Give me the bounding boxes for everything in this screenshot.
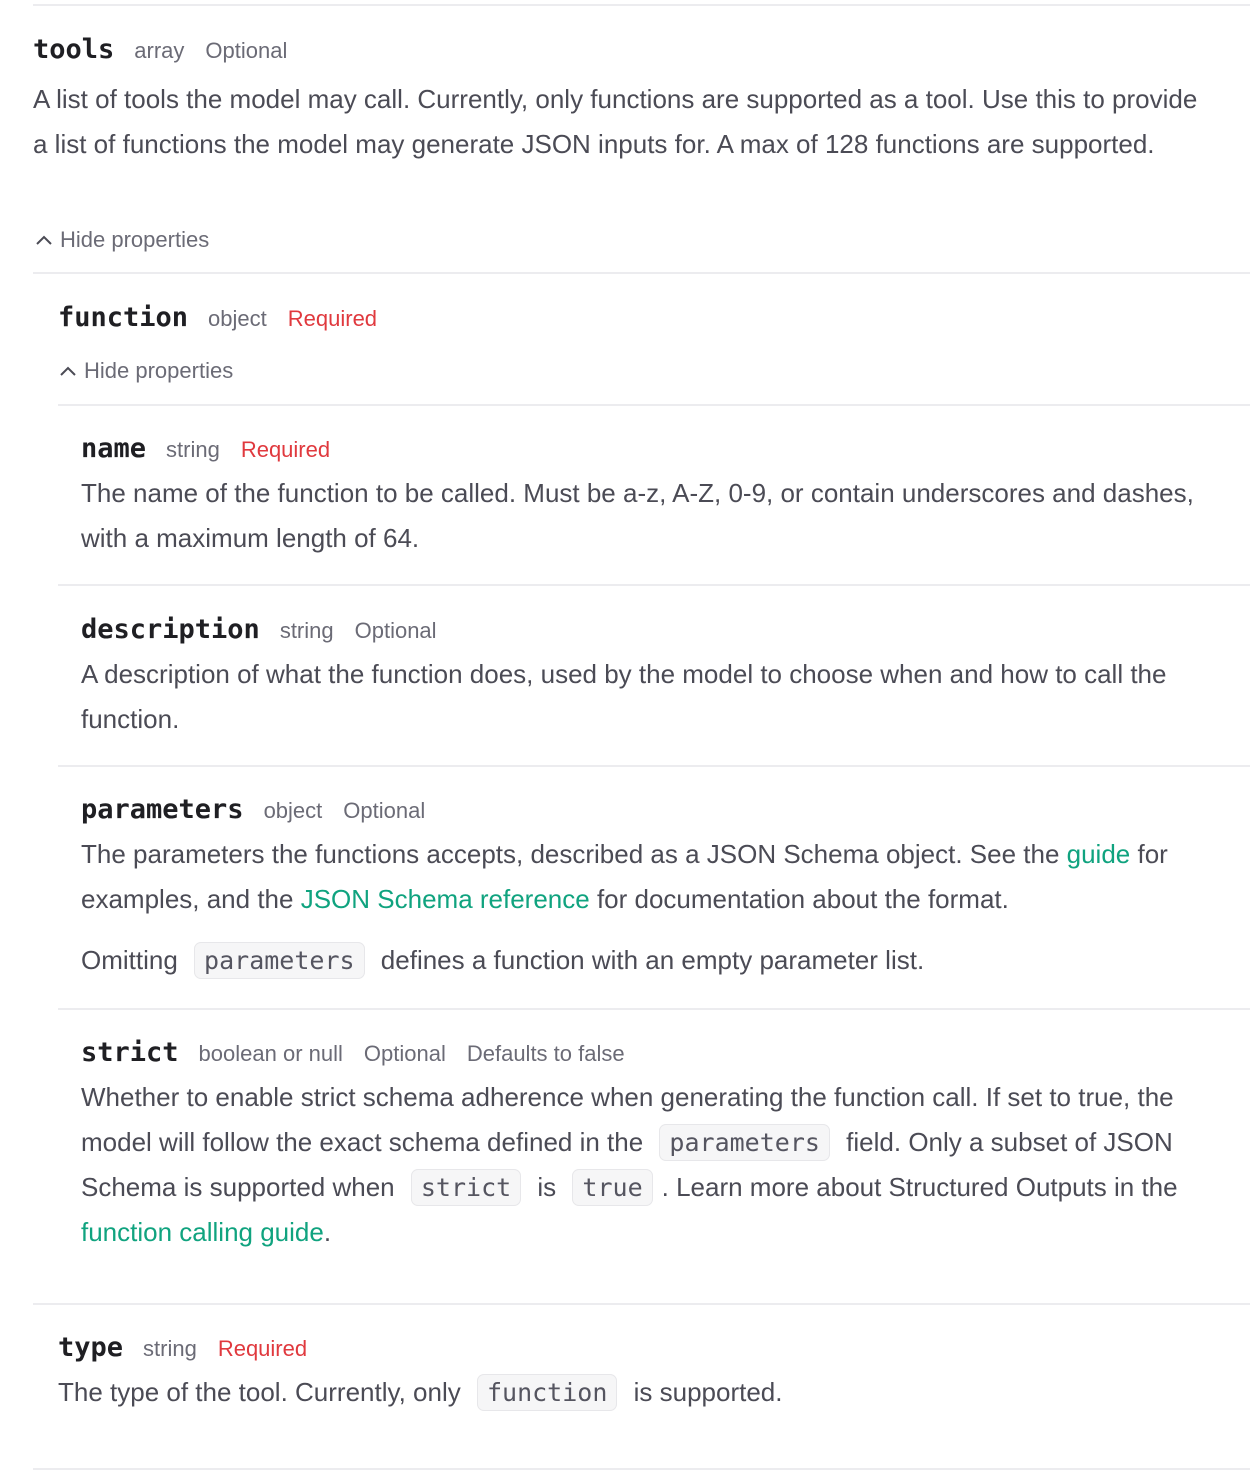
param-type: string: [166, 437, 220, 462]
param-name: type: [58, 1332, 124, 1363]
param-description: [81, 832, 1221, 922]
param-tools: [33, 34, 1213, 167]
divider: [58, 1008, 1250, 1010]
param-name: parameters: [81, 794, 244, 825]
param-description: A list of tools the model may call. Currently, only functions are supported as a tool. Use this to provide a list of functions the model may generate JSON inputs for. A max of 128 functions are supported.: [33, 84, 1198, 159]
param-note: [81, 938, 1221, 983]
chevron-up-icon: [59, 365, 77, 377]
param-name: tools: [33, 34, 115, 65]
param-header: [81, 1037, 1226, 1071]
json-schema-reference-link[interactable]: JSON Schema reference: [300, 884, 590, 914]
param-name: description: [81, 614, 260, 645]
desc-text: Whether to enable strict schema adherence when generating the function call. If set to true, the model will follow the exact schema defined in the: [81, 1082, 1174, 1157]
desc-text: .: [323, 1217, 332, 1247]
desc-text: for examples, and the: [81, 839, 1168, 914]
divider: [58, 584, 1250, 586]
inline-code: parameters: [194, 942, 365, 979]
param-optional: Optional: [363, 1041, 446, 1066]
note-text: defines a function with an empty parameter list.: [380, 945, 925, 975]
param-required: Required: [287, 306, 378, 331]
param-header: [33, 34, 1213, 68]
param-type: string: [143, 1336, 197, 1361]
param-header: [58, 302, 1238, 336]
param-type: object: [208, 306, 267, 331]
nested-divider-tools: [33, 272, 1250, 274]
note-text: Omitting: [81, 945, 178, 975]
guide-link[interactable]: guide: [1066, 839, 1131, 869]
inline-code: true: [572, 1169, 652, 1206]
param-type: object: [263, 798, 323, 823]
param-function: [58, 302, 1238, 336]
divider: [58, 765, 1250, 767]
inline-code: function: [477, 1374, 617, 1411]
nested-divider-function: [58, 404, 1250, 406]
param-name: name: [81, 433, 147, 464]
chevron-up-icon: [35, 234, 53, 246]
param-type: [58, 1332, 1238, 1415]
desc-text: is supported.: [633, 1377, 783, 1407]
param-required: Required: [240, 437, 331, 462]
hide-properties-toggle-function[interactable]: [59, 358, 233, 384]
param-name: function: [58, 302, 189, 333]
desc-text: for documentation about the format.: [589, 884, 1009, 914]
toggle-label: Hide properties: [60, 227, 210, 252]
param-description: The name of the function to be called. Must be a-z, A-Z, 0-9, or contain underscores and dashes, with a maximum length of 64.: [81, 478, 1194, 553]
param-default: Defaults to false: [466, 1041, 625, 1066]
param-strict: [81, 1037, 1226, 1255]
param-header: [81, 794, 1221, 828]
param-required: Required: [217, 1336, 308, 1361]
inline-code: strict: [411, 1169, 521, 1206]
desc-text: is: [537, 1172, 557, 1202]
param-type: boolean or null: [198, 1041, 343, 1066]
desc-text: field. Only a subset of JSON Schema is supported when: [81, 1127, 1173, 1202]
param-optional: Optional: [354, 618, 437, 643]
param-parameters: [81, 794, 1221, 983]
desc-text: . Learn more about Structured Outputs in the: [661, 1172, 1178, 1202]
function-calling-guide-link[interactable]: function calling guide: [81, 1217, 324, 1247]
desc-text: The type of the tool. Currently, only: [58, 1377, 461, 1407]
param-header: [81, 614, 1221, 648]
param-description: A description of what the function does, used by the model to choose when and how to call the function.: [81, 659, 1167, 734]
param-header: [81, 433, 1221, 467]
param-optional: Optional: [205, 38, 288, 63]
param-description-field: [81, 614, 1221, 742]
divider-top: [33, 4, 1250, 6]
hide-properties-toggle-tools[interactable]: [35, 227, 209, 253]
param-description: [81, 1075, 1226, 1255]
inline-code: parameters: [659, 1124, 830, 1161]
param-name: strict: [81, 1037, 179, 1068]
param-type: string: [279, 618, 334, 643]
param-header: [58, 1332, 1238, 1366]
param-name-field: [81, 433, 1221, 561]
desc-text: The parameters the functions accepts, described as a JSON Schema object. See the: [81, 839, 1067, 869]
param-description: [58, 1370, 1238, 1415]
param-type: array: [134, 38, 185, 63]
divider: [33, 1303, 1250, 1305]
param-optional: Optional: [343, 798, 426, 823]
toggle-label: Hide properties: [84, 358, 234, 383]
divider-bottom: [33, 1468, 1250, 1470]
